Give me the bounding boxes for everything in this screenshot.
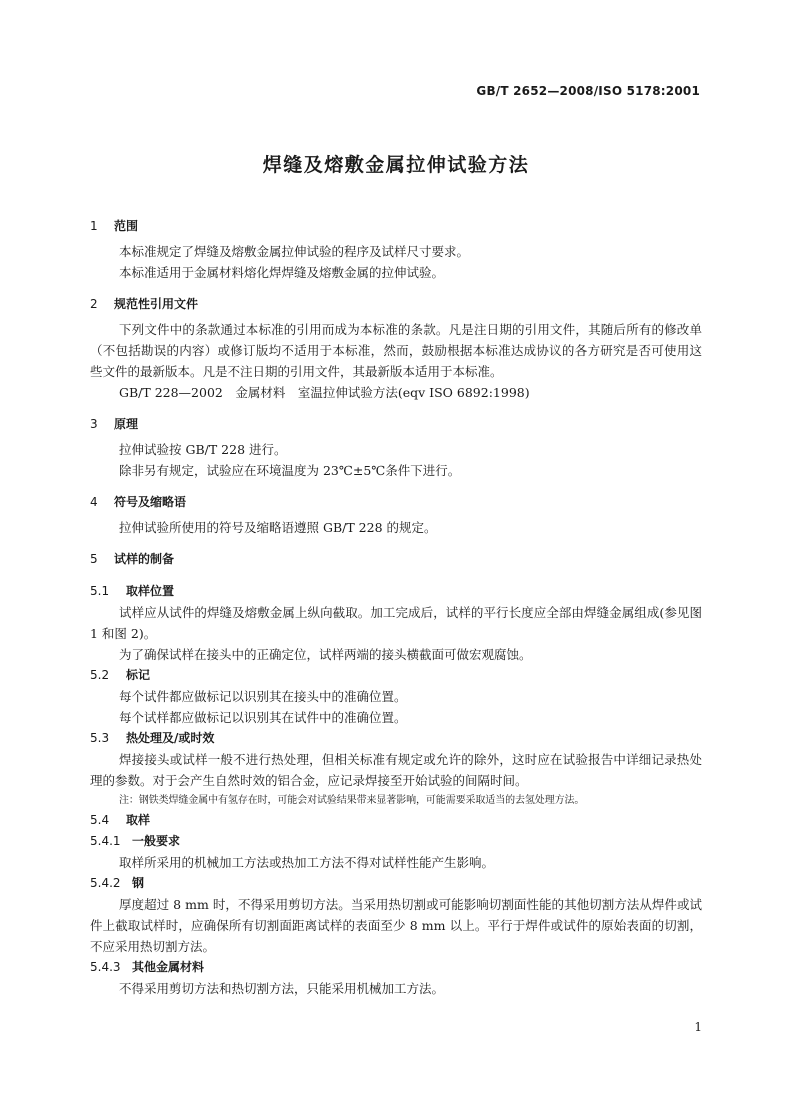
section-heading-preparation [90, 549, 702, 570]
paragraph: 本标准规定了焊缝及熔敷金属拉伸试验的程序及试样尺寸要求。 [119, 244, 470, 259]
paragraph: 厚度超过 8 mm 时，不得采用剪切方法。当采用热切割或可能影响切割面性能的其他切割方法从焊件或试件上截取试样时，应确保所有切割面距离试样的表面至少 8 mm 以上。平行于焊件或试件的原始表面的切割，不应采用热切割方法。 [90, 897, 702, 954]
section-number: 5 [90, 552, 98, 566]
subsection-title: 取样 [126, 813, 151, 827]
subsubsection-title: 其他金属材料 [132, 960, 205, 974]
standard-code: GB/T 2652—2008/ISO 5178:2001 [476, 84, 700, 98]
subsubsection-number: 5.4.3 [90, 960, 121, 974]
document-title: 焊缝及熔敷金属拉伸试验方法 [262, 154, 530, 176]
subsection-title: 热处理及/或时效 [126, 731, 215, 745]
subsection-heading-heat-treatment [90, 728, 702, 749]
section-title: 原理 [114, 417, 139, 431]
section-title: 范围 [114, 219, 139, 233]
subsection-number: 5.3 [90, 731, 110, 745]
paragraph: 不得采用剪切方法和热切割方法，只能采用机械加工方法。 [119, 981, 445, 996]
subsection-heading-sampling [90, 810, 702, 831]
subsubsection-heading-general [90, 831, 702, 852]
paragraph: 为了确保试样在接头中的正确定位，试样两端的接头横截面可做宏观腐蚀。 [119, 647, 532, 662]
section-title: 符号及缩略语 [114, 495, 187, 509]
paragraph: 每个试件都应做标记以识别其在接头中的准确位置。 [119, 689, 407, 704]
paragraph: 本标准适用于金属材料熔化焊焊缝及熔敷金属的拉伸试验。 [119, 265, 445, 280]
paragraph: 除非另有规定，试验应在环境温度为 23℃±5℃条件下进行。 [119, 463, 461, 478]
paragraph: 拉伸试验按 GB/T 228 进行。 [119, 442, 287, 457]
subsection-title: 标记 [126, 668, 151, 682]
section-heading-normative-references [90, 294, 702, 315]
subsubsection-number: 5.4.2 [90, 876, 121, 890]
paragraph: 拉伸试验所使用的符号及缩略语遵照 GB/T 228 的规定。 [119, 520, 437, 535]
paragraph: 取样所采用的机械加工方法或热加工方法不得对试样性能产生影响。 [119, 855, 495, 870]
page-number: 1 [694, 1020, 702, 1034]
subsubsection-title: 钢 [132, 876, 145, 890]
section-number: 3 [90, 417, 98, 431]
paragraph: 试样应从试件的焊缝及熔敷金属上纵向截取。加工完成后，试样的平行长度应全部由焊缝金属组成(参见图 1 和图 2)。 [90, 605, 702, 641]
subsubsection-title: 一般要求 [132, 834, 181, 848]
subsection-title: 取样位置 [126, 584, 175, 598]
subsection-heading-marking [90, 665, 702, 686]
note: 注：钢铁类焊缝金属中有氢存在时，可能会对试验结果带来显著影响，可能需要采取适当的去氢处理方法。 [119, 795, 585, 806]
section-number: 1 [90, 219, 98, 233]
paragraph: 下列文件中的条款通过本标准的引用而成为本标准的条款。凡是注日期的引用文件，其随后所有的修改单（不包括勘误的内容）或修订版均不适用于本标准，然而，鼓励根据本标准达成协议的各方研究是否可使用这些文件的最新版本。凡是不注日期的引用文件，其最新版本适用于本标准。 [90, 322, 702, 379]
subsubsection-heading-steel [90, 873, 702, 894]
section-number: 4 [90, 495, 98, 509]
paragraph: 焊接接头或试样一般不进行热处理，但相关标准有规定或允许的除外，这时应在试验报告中详细记录热处理的参数。对于会产生自然时效的铝合金，应记录焊接至开始试验的间隔时间。 [90, 752, 702, 788]
section-number: 2 [90, 297, 98, 311]
section-title: 试样的制备 [114, 552, 175, 566]
subsection-number: 5.2 [90, 668, 110, 682]
subsubsection-number: 5.4.1 [90, 834, 121, 848]
paragraph: 每个试样都应做标记以识别其在试件中的准确位置。 [119, 710, 407, 725]
subsection-number: 5.4 [90, 813, 110, 827]
section-heading-symbols [90, 492, 702, 513]
section-title: 规范性引用文件 [114, 297, 199, 311]
document-body [90, 216, 702, 999]
subsection-number: 5.1 [90, 584, 110, 598]
reference-entry: GB/T 228—2002 金属材料 室温拉伸试验方法(eqv ISO 6892:1998) [119, 385, 530, 400]
subsection-heading-location [90, 581, 702, 602]
section-heading-scope [90, 216, 702, 237]
subsubsection-heading-other-metals [90, 957, 702, 978]
section-heading-principle [90, 414, 702, 435]
